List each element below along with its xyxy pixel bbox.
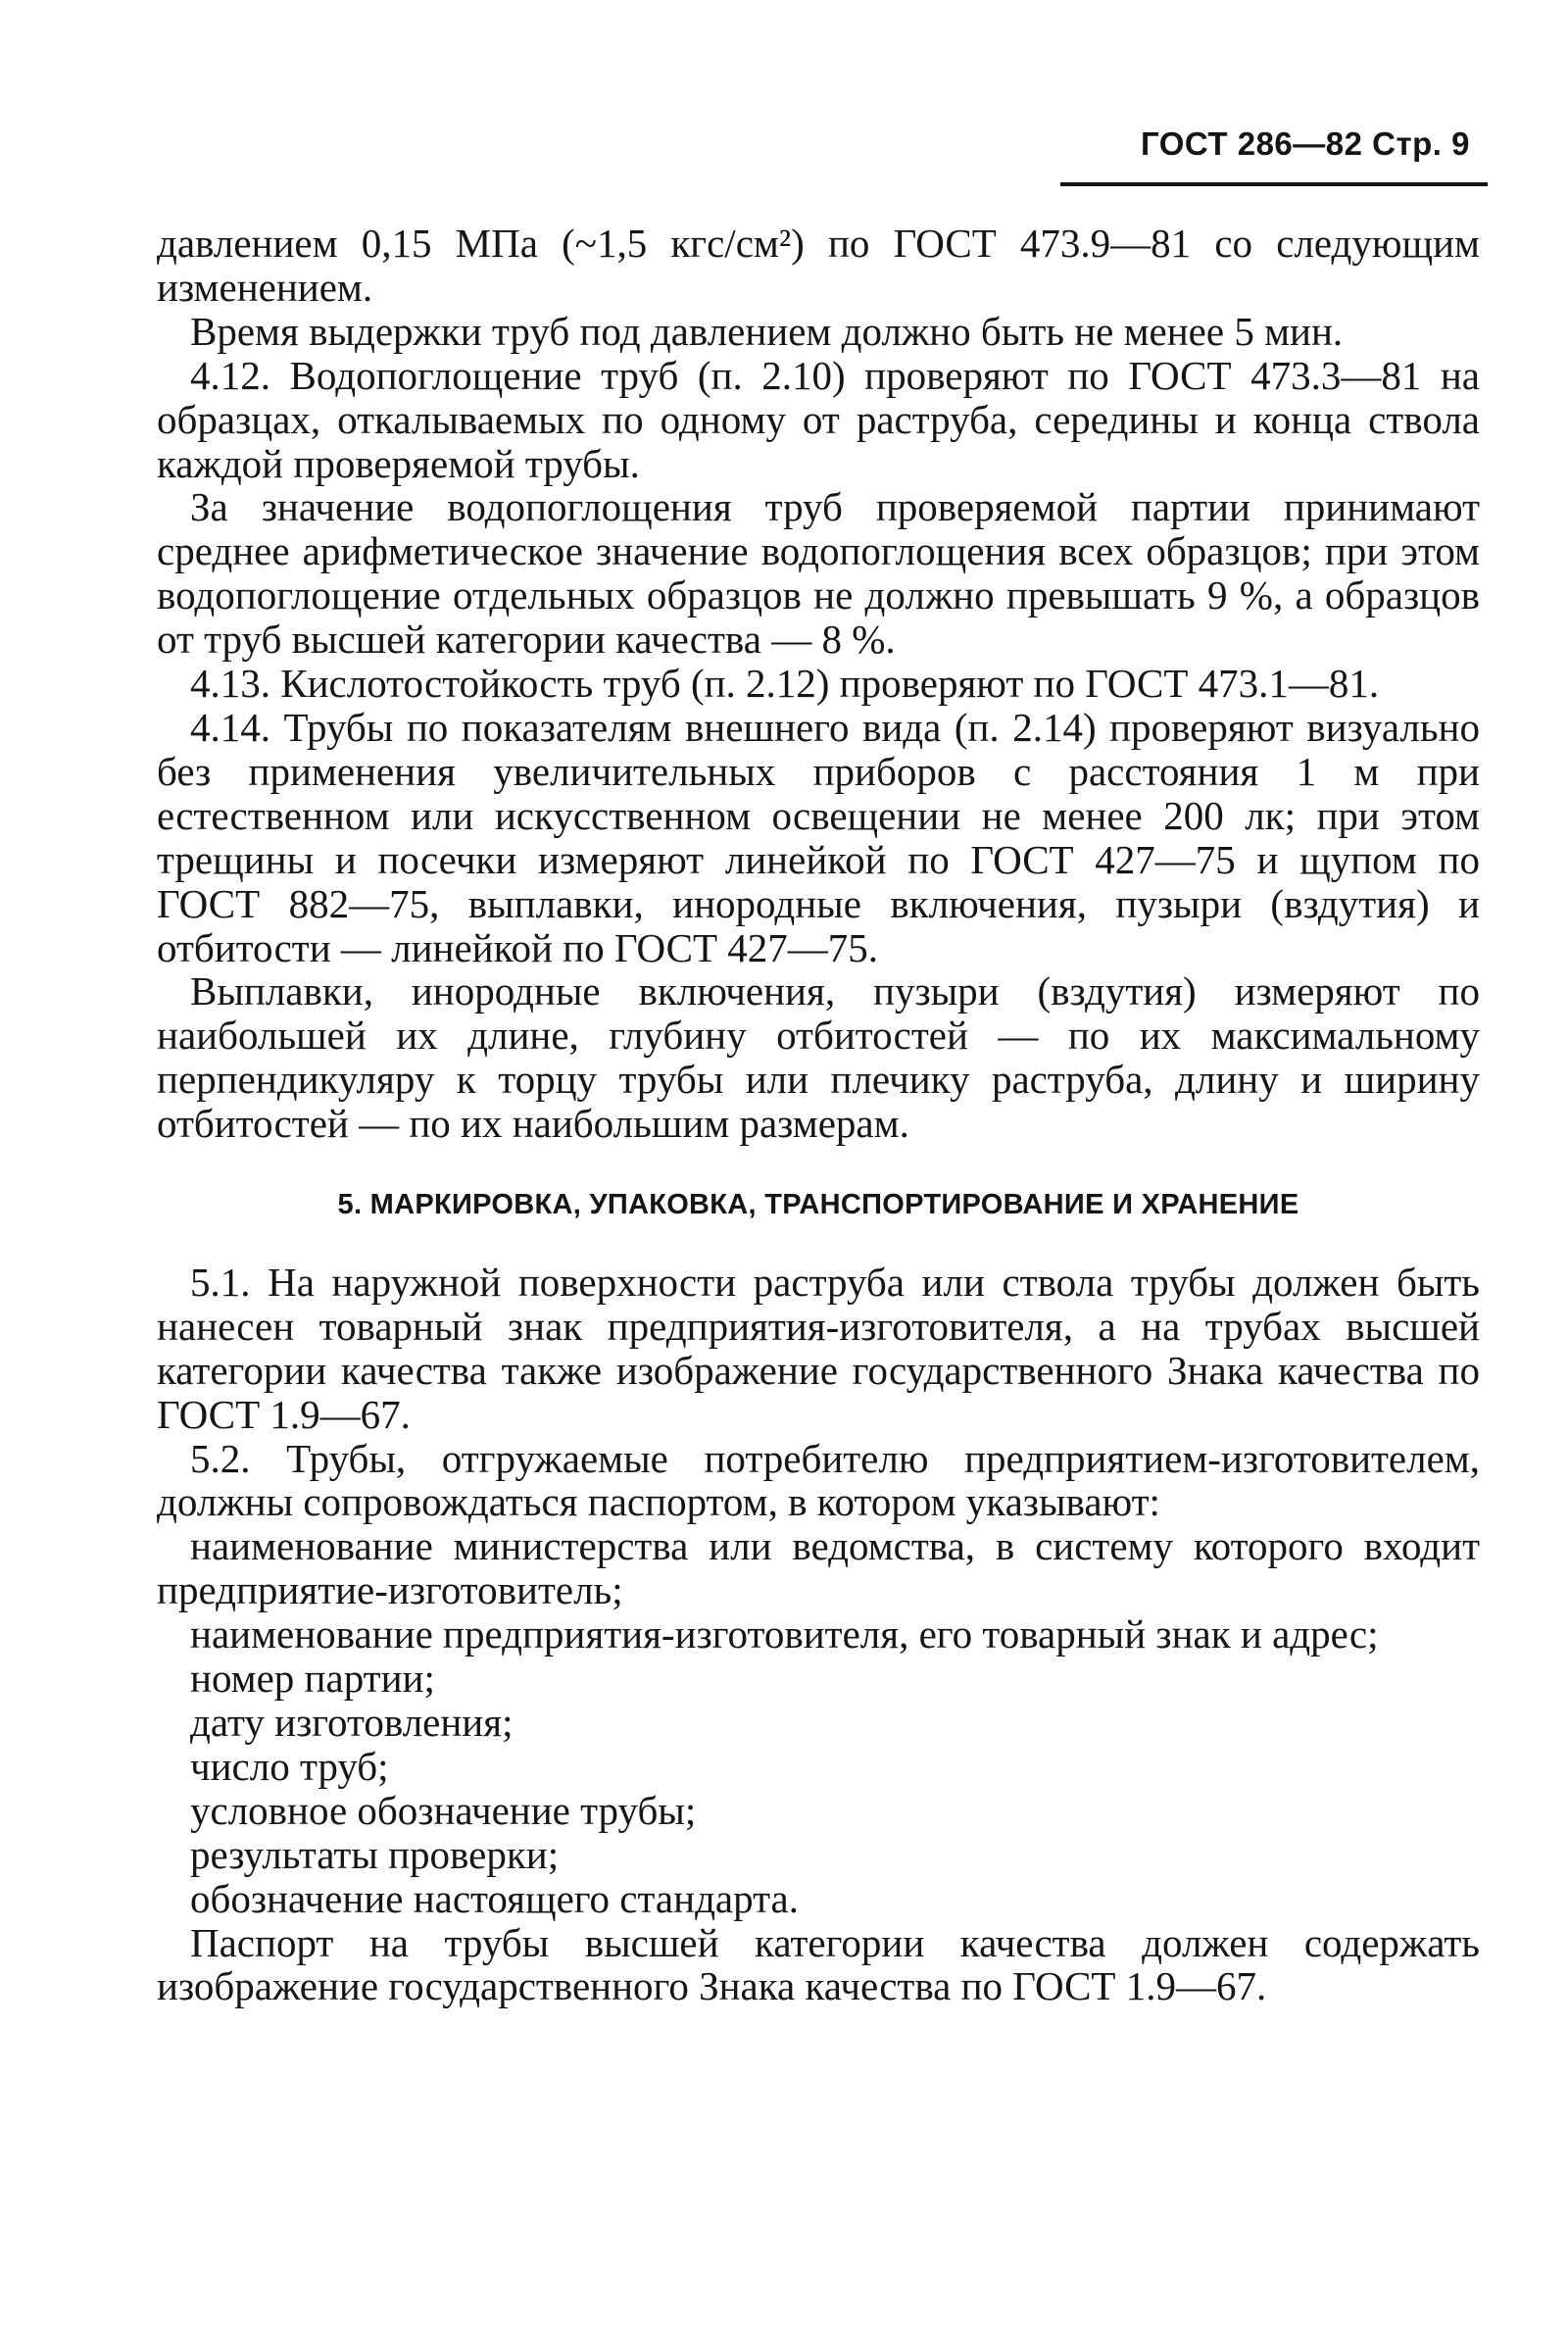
document-body — [157, 222, 1480, 2008]
paragraph: 4.14. Трубы по показателям внешнего вида (п. 2.14) проверяют визуально без применения увеличительных приборов с расстояния 1 м при естественном или искусственном освещении не менее 200 лк; при этом трещины и посечки измеряют линейкой по ГОСТ 427—75 и щупом по ГОСТ 882—75, выплавки, инородные включения, пузыри (вздутия) и отбитости — линейкой по ГОСТ 427—75. — [157, 704, 1480, 970]
list-item: наименование министерства или ведомства, в систему которого входит предприятие-изготовитель; — [157, 1523, 1480, 1613]
paragraph: За значение водопоглощения труб проверяемой партии принимают среднее арифметическое значение водопоглощения всех образцов; при этом водопоглощение отдельных образцов не должно превышать 9 %, а образцов от труб высшей категории качества — 8 %. — [157, 484, 1480, 663]
paragraph: Выплавки, инородные включения, пузыри (вздутия) измеряют по наибольшей их длине, глубину отбитостей — по их максимальному перпендикуляру к торцу трубы или плечику раструба, длину и ширину отбитостей — по их наибольшим размерам. — [157, 968, 1480, 1147]
page-header: ГОСТ 286—82 Стр. 9 — [1140, 125, 1470, 162]
paragraph: давлением 0,15 МПа (~1,5 кгс/см²) по ГОСТ 473.9—81 со следующим изменением. — [157, 221, 1480, 310]
paragraph: 5.2. Трубы, отгружаемые потребителю предприятием-изготовителем, должны сопровождаться паспортом, в котором указывают: — [157, 1435, 1480, 1525]
list-item: обозначение настоящего стандарта. — [190, 1875, 799, 1921]
section-title: 5. МАРКИРОВКА, УПАКОВКА, ТРАНСПОРТИРОВАНИЕ И ХРАНЕНИЕ — [337, 1189, 1299, 1221]
paragraph: Паспорт на трубы высшей категории качества должен содержать изображение государственного Знака качества по ГОСТ 1.9—67. — [157, 1919, 1480, 2009]
list-item: дату изготовления; — [190, 1700, 514, 1745]
list-item: наименование предприятия-изготовителя, его товарный знак и адрес; — [190, 1611, 1379, 1657]
list-item: условное обозначение трубы; — [190, 1787, 697, 1833]
header-rule — [1060, 182, 1488, 186]
paragraph: 4.13. Кислотостойкость труб (п. 2.12) проверяют по ГОСТ 473.1—81. — [190, 661, 1380, 707]
paragraph: 4.12. Водопоглощение труб (п. 2.10) проверяют по ГОСТ 473.3—81 на образцах, откалываемых по одному от раструба, середины и конца ствола каждой проверяемой трубы. — [157, 352, 1480, 486]
paragraph: Время выдержки труб под давлением должно быть не менее 5 мин. — [190, 308, 1344, 354]
list-item: результаты проверки; — [190, 1831, 560, 1877]
passport-list — [157, 1524, 1480, 1920]
paragraph: 5.1. На наружной поверхности раструба или ствола трубы должен быть нанесен товарный знак предприятия-изготовителя, а на трубах высшей категории качества также изображение государственного Знака качества по ГОСТ 1.9—67. — [157, 1259, 1480, 1437]
list-item: номер партии; — [190, 1656, 435, 1702]
list-item: число труб; — [190, 1743, 389, 1789]
